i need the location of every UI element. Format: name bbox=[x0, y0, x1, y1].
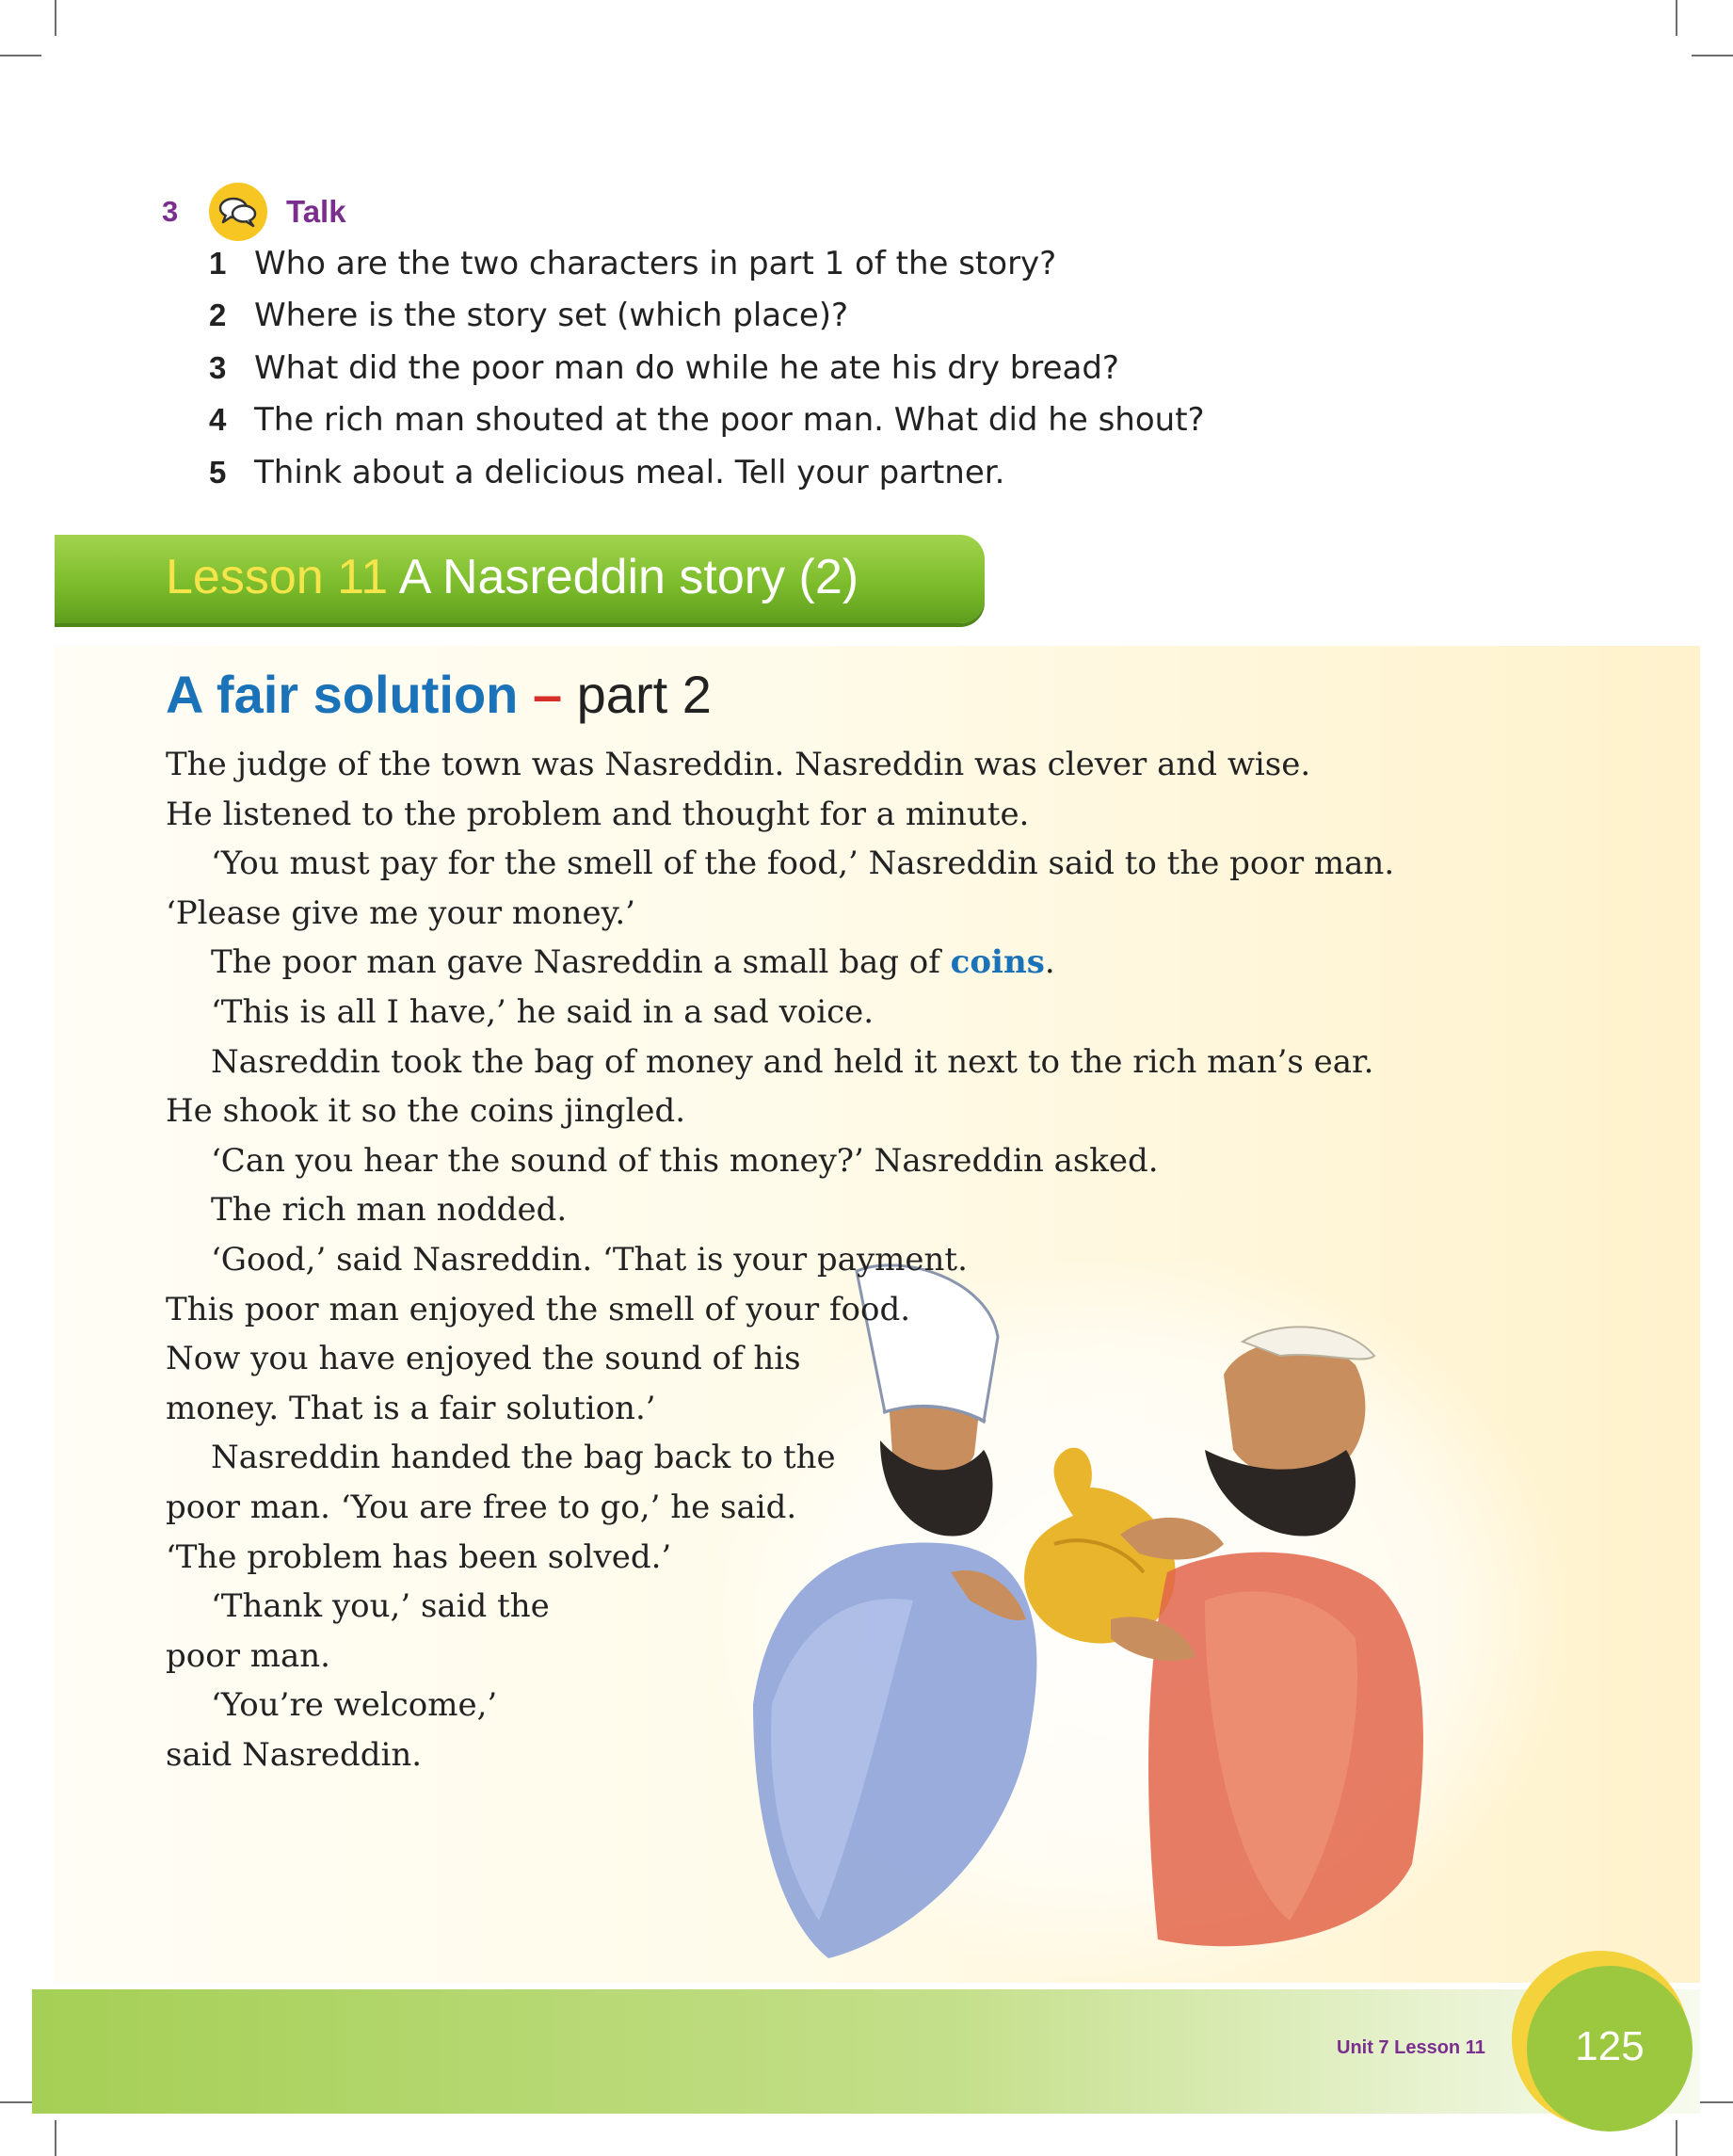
lesson-heading bbox=[166, 542, 858, 612]
question-number: 5 bbox=[209, 454, 227, 490]
story-line: This poor man enjoyed the smell of your food. bbox=[166, 1290, 911, 1328]
story-line: Nasreddin took the bag of money and held it next to the rich man’s ear. bbox=[211, 1042, 1374, 1081]
question-text: The rich man shouted at the poor man. What did he shout? bbox=[254, 401, 1205, 440]
story-line: ‘Good,’ said Nasreddin. ‘That is your payment. bbox=[211, 1240, 968, 1279]
question-list bbox=[209, 237, 1205, 499]
story-line: Now you have enjoyed the sound of his bbox=[166, 1340, 801, 1378]
story-line: The rich man nodded. bbox=[211, 1191, 568, 1230]
story-line: He shook it so the coins jingled. bbox=[166, 1092, 686, 1131]
story-line: ‘This is all I have,’ he said in a sad voice. bbox=[211, 992, 875, 1031]
story-title bbox=[166, 659, 712, 731]
question-text: Who are the two characters in part 1 of the story? bbox=[254, 244, 1057, 282]
activity-header bbox=[162, 179, 346, 245]
lesson-title: A Nasreddin story (2) bbox=[398, 550, 859, 604]
story-part: part 2 bbox=[576, 665, 712, 724]
story-line: Nasreddin handed the bag back to the bbox=[211, 1439, 836, 1477]
story-title-main: A fair solution bbox=[166, 665, 519, 724]
story-line: The judge of the town was Nasreddin. Nasreddin was clever and wise. bbox=[166, 746, 1311, 783]
list-item bbox=[209, 237, 1205, 290]
story-line: ‘You must pay for the smell of the food,’ Nasreddin said to the poor man. bbox=[211, 845, 1395, 883]
page-number: 125 bbox=[1575, 2023, 1645, 2069]
story-line: poor man. ‘You are free to go,’ he said. bbox=[166, 1488, 797, 1526]
story-line: ‘You’re welcome,’ bbox=[211, 1686, 498, 1725]
list-item bbox=[209, 342, 1205, 394]
crop-mark bbox=[1676, 0, 1677, 36]
story-line bbox=[166, 938, 1394, 988]
footer-label: Unit 7 Lesson 11 bbox=[1337, 2037, 1485, 2058]
question-number: 3 bbox=[209, 349, 227, 385]
story-line: He listened to the problem and thought for a minute. bbox=[166, 795, 1030, 833]
question-number: 1 bbox=[209, 245, 227, 281]
question-number: 2 bbox=[209, 298, 227, 333]
story-line: ‘Please give me your money.’ bbox=[166, 893, 635, 932]
story-line-text: The poor man gave Nasreddin a small bag of bbox=[211, 943, 951, 982]
story-line-end: . bbox=[1044, 943, 1055, 982]
story-line: ‘Can you hear the sound of this money?’ Nasreddin asked. bbox=[211, 1141, 1159, 1180]
glossary-word: coins bbox=[950, 943, 1045, 982]
story-text bbox=[166, 740, 1394, 1779]
story-line: money. That is a fair solution.’ bbox=[166, 1389, 656, 1427]
crop-mark bbox=[1676, 2120, 1677, 2156]
question-text: Where is the story set (which place)? bbox=[254, 297, 849, 335]
crop-mark bbox=[1692, 55, 1733, 56]
speech-bubbles-icon bbox=[209, 183, 267, 241]
list-item bbox=[209, 446, 1205, 499]
activity-title: Talk bbox=[286, 194, 346, 229]
story-line: ‘Thank you,’ said the bbox=[211, 1587, 550, 1626]
list-item bbox=[209, 290, 1205, 343]
lesson-label: Lesson 11 bbox=[166, 550, 389, 604]
question-number: 4 bbox=[209, 402, 227, 438]
list-item bbox=[209, 394, 1205, 447]
crop-mark bbox=[55, 2120, 56, 2156]
question-text: Think about a delicious meal. Tell your partner. bbox=[254, 453, 1005, 491]
story-line: ‘The problem has been solved.’ bbox=[166, 1537, 672, 1576]
story-line: said Nasreddin. bbox=[166, 1735, 423, 1774]
crop-mark bbox=[0, 55, 41, 56]
crop-mark bbox=[55, 0, 56, 36]
activity-number: 3 bbox=[162, 195, 179, 228]
title-dash: – bbox=[532, 665, 563, 724]
story-line: poor man. bbox=[166, 1636, 330, 1675]
question-text: What did the poor man do while he ate his dry bread? bbox=[254, 348, 1119, 387]
